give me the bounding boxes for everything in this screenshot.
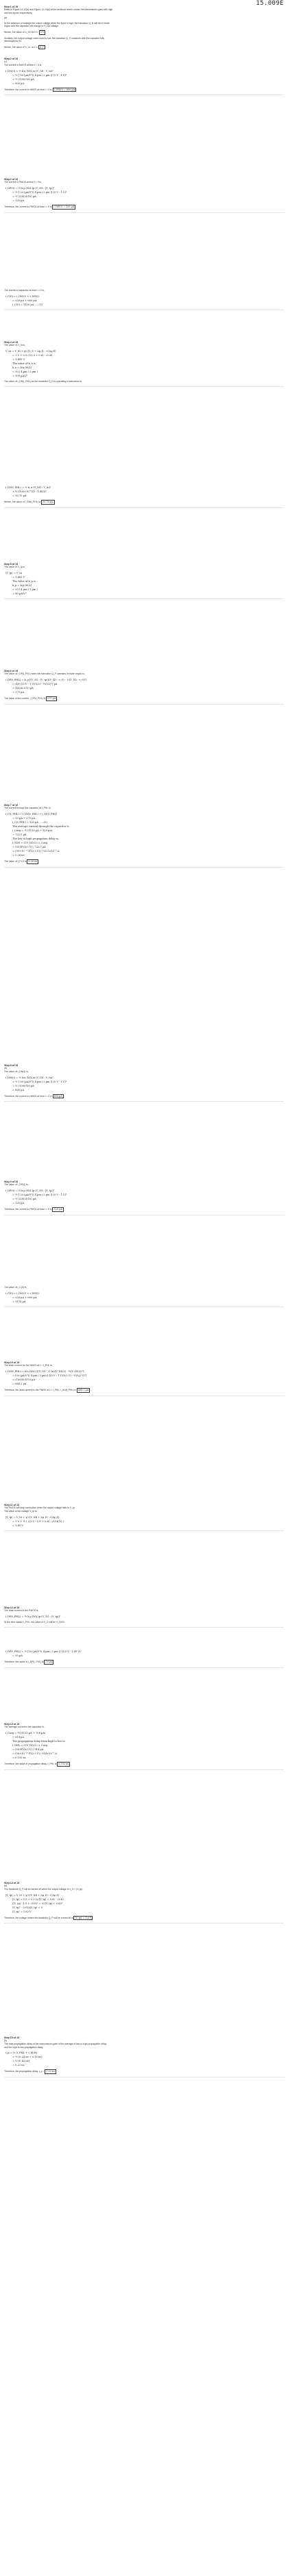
equation-line: = ½ (0.24 ns + 0.19 ns)	[12, 2056, 43, 2059]
result-text: Therefore, the current in NMOS at time t = 0 is	[4, 88, 52, 91]
result-text: The value of the current, i_DP(t_PHL) is	[4, 696, 46, 700]
result-text: thence, the value of i_DN(t_PHL) is	[4, 501, 41, 504]
equation-line: = 1 V + ½ ( √(5 V - 0 V + 0.6) - √(0.6 V) )	[12, 1519, 64, 1523]
result-line	[4, 2069, 284, 2074]
answer-box: i_DP(0) = 320 µA	[53, 205, 75, 208]
equation-line: |V_tp| = V_tn	[5, 571, 23, 574]
answer-box: 800 µA	[53, 1094, 62, 1098]
answer-box: 5 V	[40, 30, 45, 34]
equation-line: i_DN(0) = ½ k'n (W/L)n (V_GS - V_tn)²	[5, 1076, 53, 1079]
equation-line: The value of k_p is,	[12, 579, 37, 583]
equation-line: = 40 µA/V²	[12, 592, 27, 595]
step-section	[4, 1715, 284, 1873]
step-header: Step 14 of 15	[4, 1882, 20, 1885]
equation-line: t_PHL = C(V_DD/2) / i_Cavg	[12, 1743, 48, 1747]
equation-line: = (50 fF)(5/2 V) / 914 µA	[12, 1747, 44, 1751]
part-label: (b)	[4, 1067, 8, 1070]
step-header: Step 7 of 15	[4, 804, 19, 807]
part-label: (c)	[4, 60, 7, 64]
section-divider	[4, 507, 284, 508]
equation-line: = 800 µA	[12, 1088, 25, 1091]
step-header: Step 15 of 15	[4, 2036, 20, 2040]
equation-line: t_PLH = C(V_DD/2) / i_Cavg	[12, 841, 48, 844]
result-line	[4, 88, 284, 92]
step-section	[4, 1172, 284, 1282]
equation-line: = 100 µA/V²	[12, 374, 28, 377]
steps-container	[4, 49, 284, 2219]
answer-box: 39 µA	[45, 1660, 53, 1664]
equation-line: i_C(t_PHL) = 325 µA ......(2)	[12, 820, 47, 824]
equation-line: t_p = ½ (t_PHL + t_PLH)	[5, 2051, 37, 2055]
result-line	[4, 696, 284, 701]
result-text: Therefore, the propagation delay, t_p =	[4, 2070, 45, 2073]
equation-line: = ½ (100)(16) µA	[12, 77, 34, 81]
result-text: The value of t_PLH is	[4, 859, 27, 863]
equation-line: = 800 µA	[12, 81, 25, 85]
equation-line: = 20 ( 4 µm / 2 µm )	[12, 588, 38, 591]
step-section	[4, 333, 284, 479]
equation-line: = ½ (20)(2)(16) µA	[12, 194, 36, 198]
step-section	[4, 1873, 284, 2028]
equation-line: |V_tp| = 1.62 V	[12, 1910, 32, 1913]
score-display: 15.009E	[256, 0, 284, 7]
step-section	[4, 1643, 284, 1715]
result-line	[4, 1621, 284, 1624]
text-line: The value of the voltage V_tp is,	[4, 1509, 38, 1513]
text-line-body: thence, the value of V_OH is 5 V.	[4, 30, 38, 34]
section-divider	[4, 1306, 284, 1307]
step-header: Step 6 of 15	[4, 670, 19, 673]
result-text: Therefore, the drain current in the PMOS at t = t_PHL, i_DN(t_PHL) is	[4, 1388, 76, 1391]
equation-line: = 0.26 ns	[12, 853, 25, 857]
section-divider	[4, 867, 284, 868]
section-divider	[4, 94, 284, 95]
answer-box: 0 V	[40, 45, 44, 49]
step-header: Step 8 of 15	[4, 1064, 19, 1068]
equation-line: i_DN(t_PHL) = ½ k_n (V_DD - V_tn)²	[5, 486, 51, 490]
equation-line: = 320 µA + 800 µA	[12, 299, 37, 302]
step-section	[4, 1598, 284, 1643]
step-header: Step 5 of 15	[4, 563, 19, 566]
part-label: (b)	[4, 2039, 8, 2043]
step-section	[4, 2028, 284, 2219]
step-section	[4, 479, 284, 555]
result-line	[4, 1660, 284, 1665]
section-divider	[4, 2077, 284, 2078]
part-label: (b)	[4, 1884, 8, 1888]
equation-line: i_Cavg = ½ (1120 µA + 708 µA)	[5, 1731, 46, 1734]
answer-box: 30.70 µA	[43, 501, 53, 504]
equation-line: i_Cavg = ½ (1120 µA + 325 µA)	[12, 829, 53, 832]
step-header: Step 1 of 15	[4, 5, 19, 8]
equation-line: i_C(0) = i_DN(0) + i_DP(0)	[5, 294, 39, 298]
answer-box: i_DN(0) = 800 µA	[53, 88, 75, 91]
text-line-body: thence, the value of V_OL is 0 V.	[4, 45, 38, 49]
result-line	[4, 1762, 284, 1767]
text-line: The total propagation delay of the transmission gate is the average of low-to-high propagation delay	[4, 2042, 107, 2045]
result-line	[4, 1388, 284, 1393]
step-header: Step 13 of 15	[4, 1723, 20, 1726]
section-divider	[4, 704, 284, 705]
section-divider	[4, 212, 284, 213]
step-section	[4, 661, 284, 796]
equation-line: = 1120 µA	[12, 1300, 26, 1303]
result-text: Therefore, the current in NMOS at time t = 0 is	[4, 1094, 52, 1098]
text-line: The transistor Q_P will be turned off when the output voltage is v_O = |V_tp|.	[4, 1887, 84, 1891]
equation-line: V_tn = V_t0 + γ(√(V_S + 2φ_f) - √(2φ_f))	[5, 349, 56, 353]
equation-line: = ½ [ 20 (µA/V²)( 4 µm / 2 µm )] (5 V - 1 V)²	[12, 190, 67, 194]
text-line: At the absence of leakage the output voltage when the input is high, the transistor Q_N will be in triode	[4, 21, 110, 25]
equation-line: = ½ [ 50 (µA/V²)( 4 µm / 2 µm )] (5 V - 1 V)²	[12, 73, 67, 77]
step-header: Step 9 of 15	[4, 1180, 19, 1184]
step-header: Step 10 of 15	[4, 1361, 20, 1365]
result-line	[4, 1207, 284, 1212]
answer-box: 0.26 ns	[28, 859, 37, 863]
equation-line: i_DP(t_PHL) = ½ k'p (W/L)p (V_SG - |V_tp|)²	[5, 1615, 61, 1618]
step-section	[4, 170, 284, 285]
text-line: The current in capacitor at time t = 0 is,	[4, 289, 45, 292]
section-divider	[4, 1769, 284, 1770]
equation-line: i_C(0) = 1120 µA ......(1)	[12, 303, 43, 306]
text-line: The average current in the capacitor is,	[4, 1726, 45, 1729]
text-line: The drain current in the PMOS is,	[4, 1609, 39, 1613]
equation-line: = (100)(6.875) µA	[12, 1378, 35, 1381]
equation-line: = (50 (µA/V²)( 4 µm / 2 µm )) [(5 V - 1 V)(5/2 V) - ½(5/2 V)²]	[12, 1374, 86, 1377]
result-line	[4, 859, 284, 864]
equation-line: = (50×10⁻¹⁵ F)(2.5 V) / 722.5×10⁻⁶ A	[12, 849, 60, 853]
equation-line: = ½ (100)(16) µA	[12, 1084, 34, 1087]
equation-line: i_C(0) = i_DN(0) + i_DP(0)	[5, 1291, 39, 1295]
step-header: Step 2 of 15	[4, 58, 19, 61]
text-line: The PMOS will stop conduction when the output voltage falls to V_tp.	[4, 1506, 75, 1510]
equation-line: = 914 µA	[12, 1735, 25, 1739]
equation-line: i_DN(t_PHL) = k'n (W/L) [(V_GS - V_tn)(V_DD/2) - ½(V_DD/2)²]	[5, 1369, 84, 1373]
answer-box: 688.2 µA	[77, 1388, 89, 1391]
step-section	[4, 796, 284, 1056]
equation-line: = 1.483 V	[12, 357, 25, 361]
text-line: and the high-to-low propagation delay.	[4, 2045, 44, 2049]
equation-line: i_DN(0) = ½ k'n (W/L)n (V_GS - V_tn)²	[5, 69, 53, 73]
equation-line: = ½ [ 50 (µA/V²)( 4 µm / 2 µm )] (5 V - 1 V)²	[12, 1080, 67, 1083]
equation-line: = 50 ( 4 µm / 2 µm )	[12, 370, 38, 373]
equation-line: = (40)(6.875) µA	[12, 686, 34, 690]
text-line: The value of V_tn is,	[4, 344, 25, 347]
result-text: Therefore, the current in PMOS at time t = 0 is	[4, 1207, 52, 1211]
text-line: Similarly, the output voltage when input is low, the transistor Q_P conducts until the capacitor fully	[4, 36, 105, 40]
equation-line: k_p = k'p (W/L)	[12, 583, 32, 587]
equation-line: The average current through the capacitor is,	[12, 824, 70, 828]
section-divider	[4, 1627, 284, 1628]
result-text: Therefore, the value of i_DP(t_PHL) is	[4, 1660, 44, 1664]
equation-line: = 320 µA + 800 µA	[12, 1296, 37, 1299]
text-line: The drain current for the NMOS at t = t_PHL is,	[4, 1364, 53, 1367]
equation-line: = 320 µA	[12, 1201, 25, 1204]
equation-line: = 688.2 µA	[12, 1382, 27, 1385]
step-header: Step 12 of 15	[4, 1606, 20, 1610]
step-section	[4, 1353, 284, 1495]
equation-line: = 722.5 µA	[12, 833, 27, 836]
answer-box: 275 µA	[47, 696, 56, 700]
section-divider	[4, 1101, 284, 1102]
text-line: The value of i_DP(t_PHL) when the transistor Q_P operates in triode region is,	[4, 672, 85, 676]
answer-box: 0.22 ns	[46, 2070, 55, 2073]
result-line	[4, 1094, 284, 1099]
answer-box: 320 µA	[53, 1207, 62, 1211]
result-text: Therefore, the current in PMOS at time t = 0 is	[4, 205, 52, 208]
equation-line: The propagation delay from high to low is,	[12, 1739, 66, 1743]
equation-line: = 320 µA	[12, 199, 25, 202]
step-section	[4, 1056, 284, 1172]
equation-line: = (40) [(5 V - 1 V)(5/2) - ½(5/2)²] µA	[12, 682, 58, 685]
text-line: The current in PMOS at time t = 0 is,	[4, 181, 42, 184]
equation-line: i_DP(t_PHL) = k_p [(V_SG - |V_tp|)(V_SD - v_O) - ½(V_SD - v_O)²]	[5, 678, 87, 681]
equation-line: = (50 fF)(5/2 V) / 722.5 µA	[12, 845, 46, 848]
text-line: The current in NMOS at time t = 0 is,	[4, 63, 43, 66]
equation-line: i_DP(0) = ½ k'p (W/L)p (V_SG - |V_tp|)²	[5, 186, 55, 190]
equation-line: = 1.49 V	[12, 1524, 23, 1527]
result-line	[4, 380, 284, 383]
section-divider	[4, 386, 284, 387]
result-line	[4, 1916, 284, 1921]
equation-line: i_DP(0) = ½ k'p (W/L)p (V_SG - |V_tp|)²	[5, 1189, 55, 1192]
equation-line: = (50×10⁻¹⁵ F)(2.5 V) / 914×10⁻⁶ A	[12, 1752, 57, 1755]
equation-line: i_DP(t_PHL) = ½ [20 (µA/V²)( 4 µm / 2 µm )] (5/2 V - 1.49 V)²	[5, 1650, 82, 1654]
equation-line: = 39 µA	[12, 1654, 23, 1658]
text-line: region and the capacitor will charge to V_DD voltage.	[4, 25, 59, 28]
equation-line: |V_tp|² - 0.916|V_tp| = 0	[12, 1906, 43, 1909]
result-line	[4, 205, 284, 210]
step-section	[4, 285, 284, 333]
equation-line: (|V_tp| - 1.5 + √0.6)² = (√(|V_tp| + 0.6))²	[12, 1902, 63, 1905]
section-divider	[4, 1530, 284, 1531]
equation-line: = 30 µA + 275 µA	[12, 816, 36, 820]
text-line: Refer to Figure 14.12(a) and Figure 14.13(b) at the textbook where shows the transmission gate with high	[4, 8, 113, 11]
text-line: The value of i_C(0) is,	[4, 1286, 27, 1289]
equation-line: = 1 V + 0.5 (√(2.5 + 0.6) - √0.6)	[12, 353, 53, 357]
text-line: discharges to 0V.	[4, 40, 22, 43]
text-line: The value of i_DP(0) is,	[4, 1183, 29, 1187]
step-header: Step 4 of 15	[4, 341, 19, 344]
text-line: The value of i_DN(0) is,	[4, 1070, 29, 1073]
result-text: At the time instant t_PHL, the value of V_G will be V_DD/2.	[4, 1620, 65, 1624]
text-line: The current through the capacitor at t_PHL is,	[4, 807, 51, 810]
result-text: The value of i_DN(t_PHL) as the transistor Q_N is operating in saturation is,	[4, 379, 83, 383]
answer-box: |V_tp| = 1.6 V	[75, 1916, 92, 1919]
equation-line: = ½ [ 20 (µA/V²)( 4 µm / 2 µm )] (5 V - 1 V)²	[12, 1193, 67, 1196]
step-section	[4, 49, 284, 170]
equation-line: |V_tp| = V_t0 + γ(√(V_SB + 2φ_f) - √(2φ_f))	[5, 1893, 60, 1897]
step-header: Step 11 of 15	[4, 1504, 19, 1507]
equation-line: = 30.70 µA	[12, 494, 27, 498]
equation-line: = ½ (100×10⁻⁶)(5 - 1.483)²	[12, 490, 47, 494]
section-divider	[4, 1667, 284, 1668]
step-header: Step 2 of 15	[4, 178, 19, 181]
text-line: and low inputs respectively.	[4, 11, 33, 14]
result-text: Therefore, the value of propagation delay, t_PHL is	[4, 1762, 57, 1765]
equation-line: |V_tp| = 1.5 + 0.5 (√(|V_tp| + 0.6) - √0.6)	[12, 1897, 64, 1901]
text-line: (a)	[4, 16, 8, 20]
equation-line: |V_tp| = V_t0 + γ(√(V_SB + 2φ_f) - √(2φ_f))	[5, 1515, 60, 1519]
result-text: Therefore, the voltage where the transistor Q_P will be turned off is	[4, 1916, 73, 1919]
text-line	[4, 30, 284, 35]
text-line	[4, 45, 284, 50]
equation-line: i_C(t_PHL) = i_DN(t_PHL) + i_DP(t_PHL)	[5, 812, 58, 816]
result-line	[4, 500, 284, 505]
intro-section	[4, 0, 284, 49]
equation-line: = ½ (0.43 ns)	[12, 2060, 29, 2063]
answer-box: 0.192 ns	[58, 1762, 69, 1765]
section-divider	[4, 598, 284, 599]
equation-line: The low to high propagation delay is,	[12, 837, 59, 840]
equation-line: = 1.483 V	[12, 575, 25, 579]
equation-line: k_n = k'n (W/L)	[12, 366, 32, 369]
equation-line: The value of k_n is,	[12, 362, 37, 365]
equation-line: = 0.22 ns	[12, 2064, 25, 2067]
text-line: The value of V_tp is,	[4, 566, 25, 569]
equation-line: = 0.192 ns	[12, 1756, 26, 1759]
equation-line: = ½ (20)(2)(16) µA	[12, 1197, 36, 1200]
equation-line: = 275 µA	[12, 690, 25, 694]
step-section	[4, 1495, 284, 1598]
step-section	[4, 1282, 284, 1353]
step-section	[4, 555, 284, 661]
